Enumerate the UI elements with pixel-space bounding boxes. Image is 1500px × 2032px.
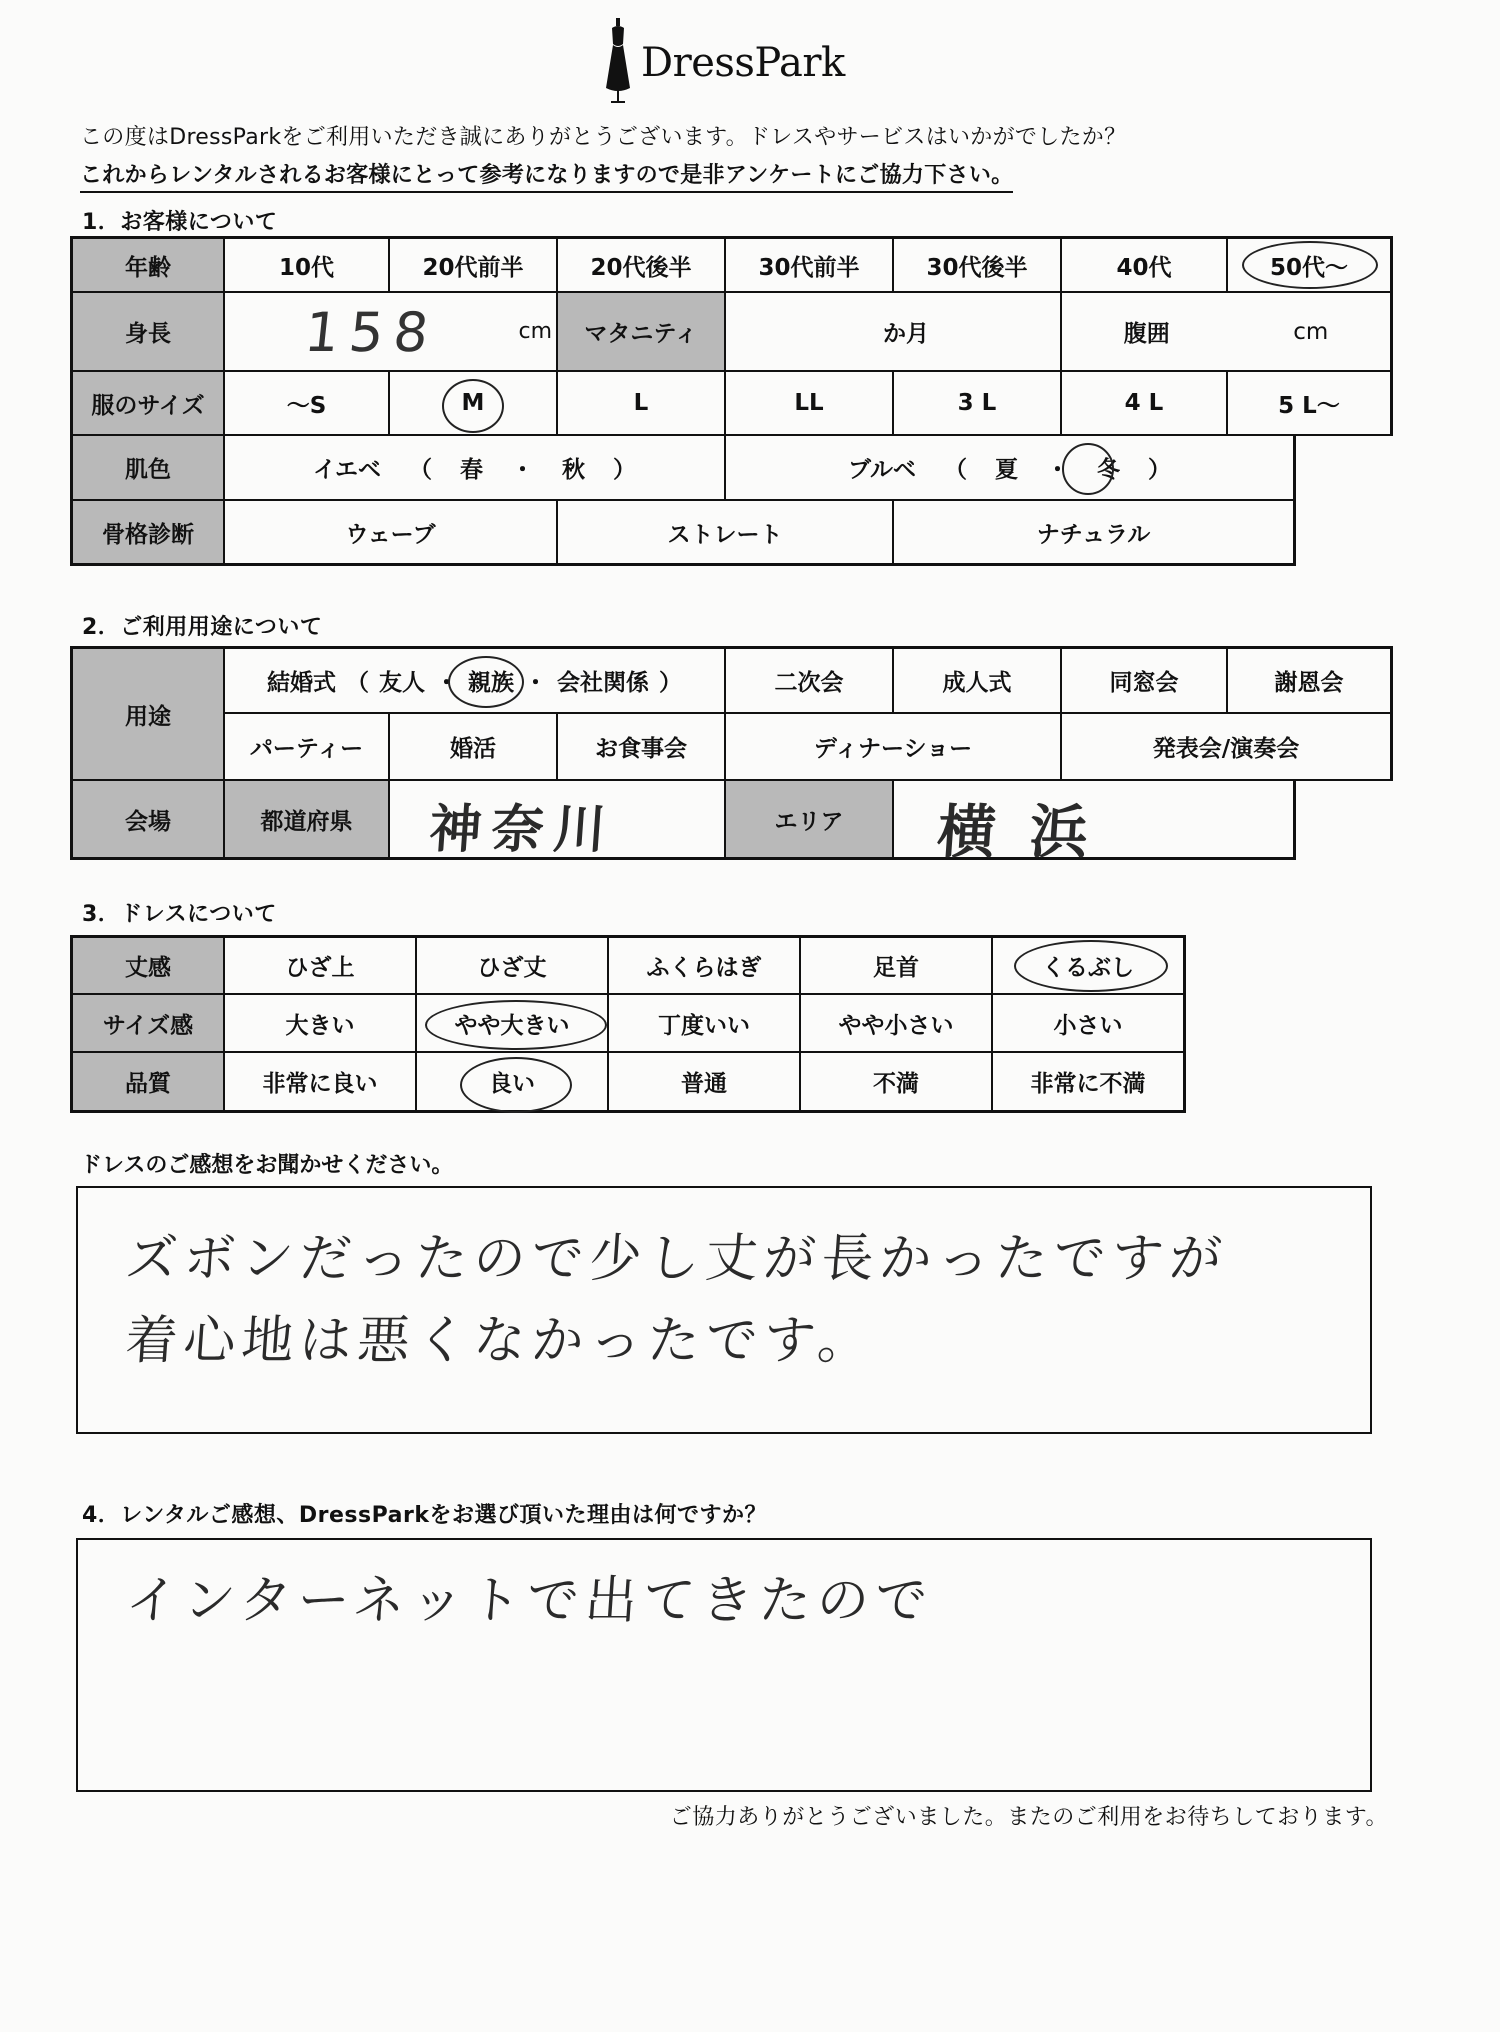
intro-text: この度はDressParkをご利用いただき誠にありがとうございます。ドレスやサービスはいかがでしたか？ [80,125,1127,150]
reason-answer: インターネットで出てきたので [123,1571,936,1631]
height-value: 158 [301,301,442,364]
fit-option[interactable]: やや小さい [801,995,993,1053]
size-option[interactable]: 4 L [1062,372,1228,436]
reason-answer-box[interactable] [76,1538,1372,1792]
paren-open: （ [346,670,369,696]
customer-table [70,236,1390,573]
usage-option[interactable]: お食事会 [558,714,726,781]
quality-option-selected[interactable]: 良い [417,1053,609,1113]
section2-title: 2．ご利用用途について [82,615,323,640]
selection-circle [448,656,524,708]
area-label: エリア [726,781,894,860]
size-option-selected[interactable]: M [390,372,558,436]
age-option[interactable]: 30代後半 [894,236,1062,293]
quality-option[interactable]: 非常に良い [225,1053,417,1113]
dresspark-logo [605,18,845,108]
size-option[interactable]: ～S [225,372,390,436]
summer-option[interactable]: 夏 [995,457,1019,483]
height-label: 身長 [70,293,225,372]
section1-title: 1．お客様について [82,210,278,235]
quality-option[interactable]: 不満 [801,1053,993,1113]
paren-close: ） [659,670,682,696]
usage-option[interactable]: パーティー [225,714,390,781]
brand-park: Park [754,40,845,86]
age-option-selected[interactable]: 50代～ [1228,236,1393,293]
usage-option[interactable]: 成人式 [894,646,1062,714]
usage-table [70,646,1390,866]
dot-separator: ・ [524,670,547,696]
section3-title: 3．ドレスについて [82,902,277,927]
length-option-selected[interactable]: くるぶし [993,935,1186,995]
height-field[interactable] [225,293,558,372]
maternity-label: マタニティ [558,293,726,372]
usage-option[interactable]: 二次会 [726,646,894,714]
selection-circle [442,379,504,433]
selection-circle [1062,443,1114,495]
length-option[interactable]: 足首 [801,935,993,995]
area-field[interactable] [894,781,1296,866]
age-option[interactable]: 20代前半 [390,236,558,293]
dot-separator: ・ [511,457,535,483]
friend-option[interactable]: 友人 [379,670,425,696]
dress-table [70,935,1190,1115]
fit-option-selected[interactable]: やや大きい [417,995,609,1053]
selection-circle [460,1057,572,1113]
size-option[interactable]: 3 L [894,372,1062,436]
paren-open: （ [944,457,968,483]
dress-form-icon [605,18,631,104]
waist-field[interactable] [1062,293,1393,372]
prefecture-field[interactable] [390,781,726,860]
venue-label: 会場 [70,781,225,860]
size-option[interactable]: L [558,372,726,436]
usage-option[interactable]: 同窓会 [1062,646,1228,714]
selection-circle [1242,241,1378,289]
winter-option-selected[interactable]: 冬 [1097,457,1121,483]
wedding-label: 結婚式 [267,670,336,696]
fit-option[interactable]: 小さい [993,995,1186,1053]
length-label: 丈感 [70,935,225,995]
area-value: 横浜 [935,798,1125,866]
paren-close: ） [1148,457,1172,483]
dress-comment-box[interactable] [76,1186,1372,1434]
brand-dress: Dress [641,40,755,86]
selection-circle [1014,940,1168,992]
comment-prompt: ドレスのご感想をお聞かせください。 [80,1153,454,1178]
footer-thanks: ご協力ありがとうございました。またのご利用をお待ちしております。 [669,1805,1388,1830]
family-option-selected[interactable]: 親族 [468,670,514,696]
comment-line: ズボンだったので少し丈が長かったですが [123,1229,1230,1289]
dot-separator: ・ [435,670,458,696]
usage-option[interactable]: 謝恩会 [1228,646,1393,714]
waist-unit: cm [1293,318,1329,345]
intro-request: これからレンタルされるお客様にとって参考になりますので是非アンケートにご協力下さい。 [80,158,1013,193]
size-label: 服のサイズ [70,372,225,436]
yellow-base-label: イエベ [312,457,382,483]
skin-label: 肌色 [70,436,225,501]
fit-option[interactable]: 大きい [225,995,417,1053]
prefecture-value: 神奈川 [427,800,618,860]
selection-circle [425,1000,607,1050]
usage-option[interactable]: 婚活 [390,714,558,781]
paren-open: （ [409,457,433,483]
length-option[interactable]: ひざ上 [225,935,417,995]
quality-label: 品質 [70,1053,225,1113]
spring-option[interactable]: 春 [460,457,484,483]
quality-option[interactable]: 非常に不満 [993,1053,1186,1113]
yellow-base-option[interactable] [225,436,726,501]
length-option[interactable]: ひざ丈 [417,935,609,995]
paren-close: ） [613,457,637,483]
frame-option[interactable]: ナチュラル [894,501,1296,566]
usage-option[interactable]: 発表会/演奏会 [1062,714,1393,781]
autumn-option[interactable]: 秋 [562,457,586,483]
height-unit: cm [518,319,552,344]
section4-title: 4．レンタルご感想、DressParkをお選び頂いた理由は何ですか？ [82,1503,767,1528]
age-option[interactable]: 20代後半 [558,236,726,293]
age-option[interactable]: 40代 [1062,236,1228,293]
frame-option[interactable]: ストレート [558,501,894,566]
purpose-label: 用途 [70,646,225,781]
size-option[interactable]: LL [726,372,894,436]
usage-option[interactable]: ディナーショー [726,714,1062,781]
age-label: 年齢 [70,236,225,293]
quality-option[interactable]: 普通 [609,1053,801,1113]
frame-label: 骨格診断 [70,501,225,566]
fit-option[interactable]: 丁度いい [609,995,801,1053]
comment-line: 着心地は悪くなかったです。 [123,1311,878,1371]
prefecture-label: 都道府県 [225,781,390,860]
maternity-month-field[interactable] [726,293,1062,372]
frame-option[interactable]: ウェーブ [225,501,558,566]
blue-base-label: ブルベ [847,457,917,483]
company-option[interactable]: 会社関係 [557,670,649,696]
month-unit: か月 [883,321,929,347]
length-option[interactable]: ふくらはぎ [609,935,801,995]
waist-label: 腹囲 [1123,321,1170,347]
dot-separator: ・ [1046,457,1070,483]
fit-label: サイズ感 [70,995,225,1053]
age-option[interactable]: 30代前半 [726,236,894,293]
size-option[interactable]: 5 L～ [1228,372,1393,436]
age-option[interactable]: 10代 [225,236,390,293]
blue-base-option[interactable] [726,436,1296,501]
